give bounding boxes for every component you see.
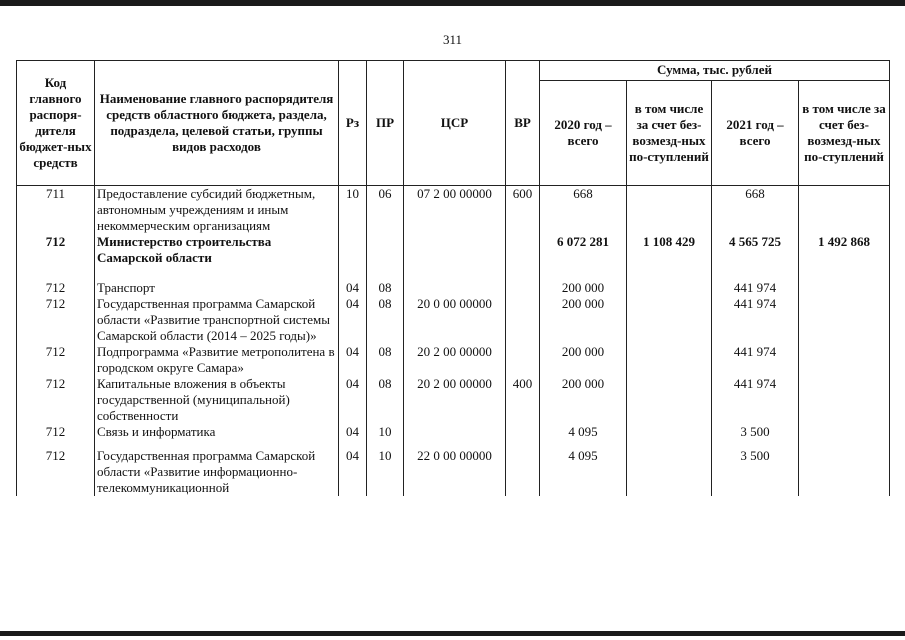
header-vr: ВР <box>506 61 540 186</box>
cell-vr: 400 <box>506 376 540 424</box>
cell-csr <box>404 424 506 440</box>
cell-2021-total: 441 974 <box>712 376 799 424</box>
cell-pr <box>367 234 404 266</box>
cell-pr: 08 <box>367 266 404 296</box>
cell-2020-free <box>627 296 712 344</box>
cell-2020-free <box>627 424 712 440</box>
table-row <box>17 424 890 440</box>
cell-code: 712 <box>17 376 95 424</box>
header-2020-free: в том числе за счет без-возмезд-ных по-ступлений <box>627 81 712 186</box>
header-2020-total: 2020 год – всего <box>540 81 627 186</box>
header-rz: Рз <box>339 61 367 186</box>
cell-name: Связь и информатика <box>95 424 339 440</box>
table-row <box>17 376 890 424</box>
cell-2021-total: 4 565 725 <box>712 234 799 266</box>
cell-2020-total: 668 <box>540 186 627 235</box>
cell-2021-total: 441 974 <box>712 266 799 296</box>
cell-csr: 20 2 00 00000 <box>404 344 506 376</box>
cell-2020-total: 6 072 281 <box>540 234 627 266</box>
cell-pr: 06 <box>367 186 404 235</box>
table-row <box>17 440 890 496</box>
cell-vr <box>506 440 540 496</box>
cell-code: 712 <box>17 234 95 266</box>
cell-pr: 08 <box>367 344 404 376</box>
cell-2021-total: 441 974 <box>712 296 799 344</box>
cell-rz: 04 <box>339 344 367 376</box>
cell-2021-free <box>799 424 890 440</box>
cell-vr <box>506 296 540 344</box>
cell-2021-free: 1 492 868 <box>799 234 890 266</box>
table-header <box>17 61 890 186</box>
cell-2020-total: 4 095 <box>540 440 627 496</box>
cell-2020-free <box>627 440 712 496</box>
cell-2021-free <box>799 376 890 424</box>
cell-2020-free: 1 108 429 <box>627 234 712 266</box>
cell-name: Транспорт <box>95 266 339 296</box>
cell-vr <box>506 344 540 376</box>
cell-csr <box>404 234 506 266</box>
cell-rz: 04 <box>339 424 367 440</box>
header-2021-total: 2021 год – всего <box>712 81 799 186</box>
cell-2021-free <box>799 296 890 344</box>
header-sum-group: Сумма, тыс. рублей <box>540 61 890 81</box>
cell-2021-total: 668 <box>712 186 799 235</box>
header-csr: ЦСР <box>404 61 506 186</box>
table-body <box>17 186 890 497</box>
cell-2020-total: 200 000 <box>540 344 627 376</box>
cell-2021-total: 3 500 <box>712 424 799 440</box>
cell-vr <box>506 266 540 296</box>
cell-csr: 22 0 00 00000 <box>404 440 506 496</box>
cell-2021-total: 441 974 <box>712 344 799 376</box>
header-code: Код главного распоря-дителя бюджет-ных средств <box>17 61 95 186</box>
table-row <box>17 186 890 235</box>
page-number: 311 <box>442 32 463 47</box>
cell-2021-free <box>799 186 890 235</box>
budget-table <box>16 60 890 496</box>
cell-code: 712 <box>17 266 95 296</box>
cell-code: 712 <box>17 344 95 376</box>
header-pr: ПР <box>367 61 404 186</box>
cell-pr: 08 <box>367 376 404 424</box>
cell-2020-free <box>627 376 712 424</box>
cell-pr: 10 <box>367 424 404 440</box>
cell-name: Капитальные вложения в объекты государственной (муниципальной) собственности <box>95 376 339 424</box>
cell-name: Государственная программа Самарской области «Развитие транспортной системы Самарской области (2014 – 2025 годы)» <box>95 296 339 344</box>
cell-name: Подпрограмма «Развитие метрополитена в городском округе Самара» <box>95 344 339 376</box>
header-2021-free: в том числе за счет без-возмезд-ных по-ступлений <box>799 81 890 186</box>
cell-rz: 04 <box>339 376 367 424</box>
cell-rz <box>339 234 367 266</box>
cell-vr <box>506 424 540 440</box>
cell-rz: 10 <box>339 186 367 235</box>
cell-code: 712 <box>17 440 95 496</box>
cell-2020-free <box>627 344 712 376</box>
cell-2020-free <box>627 266 712 296</box>
table-row <box>17 266 890 296</box>
cell-2020-total: 200 000 <box>540 266 627 296</box>
cell-code: 711 <box>17 186 95 235</box>
cell-name: Министерство строительства Самарской области <box>95 234 339 266</box>
cell-vr <box>506 234 540 266</box>
bottom-rule <box>0 631 905 636</box>
cell-vr: 600 <box>506 186 540 235</box>
cell-2020-total: 200 000 <box>540 376 627 424</box>
cell-csr <box>404 266 506 296</box>
cell-pr: 08 <box>367 296 404 344</box>
cell-2021-free <box>799 344 890 376</box>
cell-2020-total: 4 095 <box>540 424 627 440</box>
table-row <box>17 344 890 376</box>
cell-name: Государственная программа Самарской области «Развитие информационно-телекоммуникационной <box>95 440 339 496</box>
cell-rz: 04 <box>339 440 367 496</box>
table-row <box>17 296 890 344</box>
cell-2020-total: 200 000 <box>540 296 627 344</box>
cell-pr: 10 <box>367 440 404 496</box>
cell-code: 712 <box>17 424 95 440</box>
cell-2021-total: 3 500 <box>712 440 799 496</box>
cell-rz: 04 <box>339 266 367 296</box>
cell-name: Предоставление субсидий бюджетным, автономным учреждениям и иным некоммерческим организациям <box>95 186 339 235</box>
header-name: Наименование главного распорядителя средств областного бюджета, раздела, подраздела, целевой статьи, группы видов расходов <box>95 61 339 186</box>
cell-rz: 04 <box>339 296 367 344</box>
cell-csr: 07 2 00 00000 <box>404 186 506 235</box>
top-rule <box>0 0 905 6</box>
cell-2021-free <box>799 440 890 496</box>
cell-2020-free <box>627 186 712 235</box>
table-row <box>17 234 890 266</box>
cell-code: 712 <box>17 296 95 344</box>
cell-csr: 20 2 00 00000 <box>404 376 506 424</box>
cell-2021-free <box>799 266 890 296</box>
cell-csr: 20 0 00 00000 <box>404 296 506 344</box>
